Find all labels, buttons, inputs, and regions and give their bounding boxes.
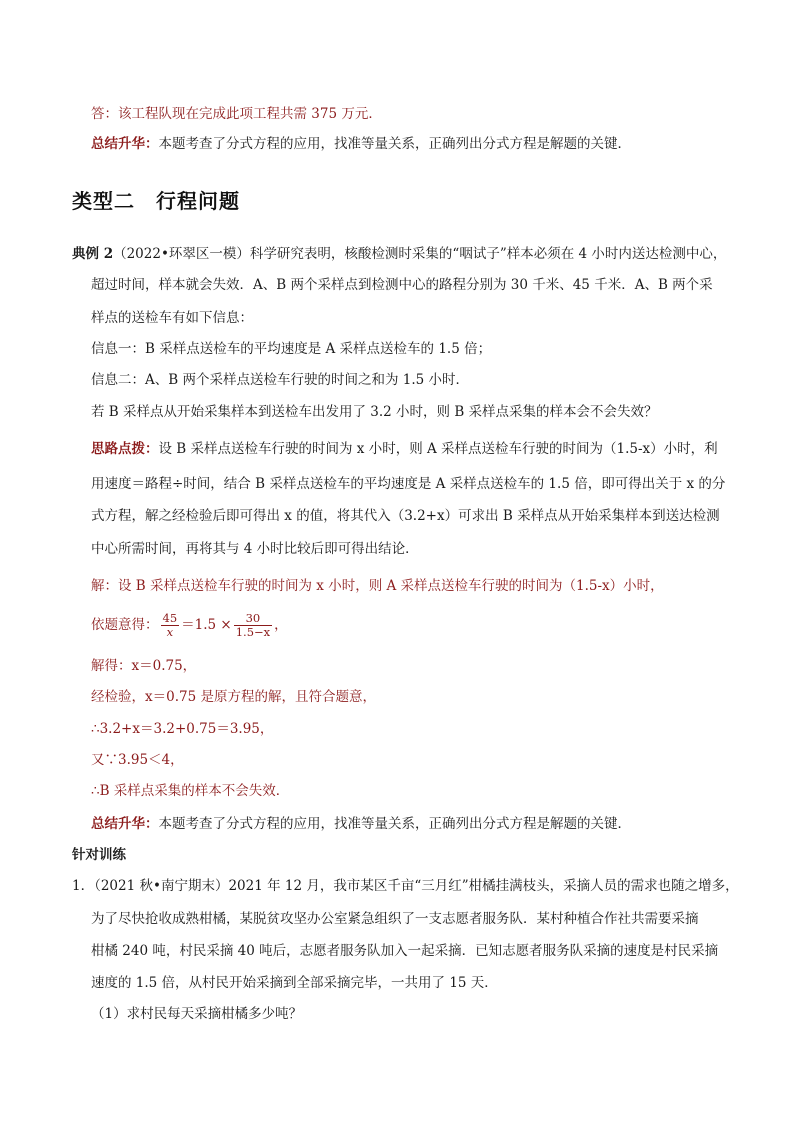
previous-summary bbox=[91, 135, 631, 153]
example-label: 典例 2 bbox=[72, 246, 114, 262]
practice-question-1: （1）求村民每天采摘柑橘多少吨？ bbox=[91, 1006, 303, 1022]
solution-line-4: 经检验，x＝0.75 是原方程的解，且符合题意， bbox=[91, 689, 376, 705]
practice-heading: 针对训练 bbox=[72, 847, 126, 863]
fraction-30-over-1-5-minus-x bbox=[234, 612, 272, 639]
practice-line-1: 1．（2021 秋•南宁期末）2021 年 12 月，我市某区千亩“三月红”柑橘挂满枝头，采摘人员的需求也随之增多， bbox=[72, 878, 739, 894]
hint-line-2: 用速度＝路程÷时间，结合 B 采样点送检车的平均速度是 A 采样点送检车的 1.5 倍，即可得出关于 x 的分 bbox=[91, 476, 726, 492]
practice-line-3: 柑橘 240 吨，村民采摘 40 吨后，志愿者服务队加入一起采摘．已知志愿者服务队采摘的速度是村民采摘 bbox=[91, 943, 719, 959]
hint-text-1: 设 B 采样点送检车行驶的时间为 x 小时，则 A 采样点送检车行驶的时间为（1.5-x）小时，利 bbox=[158, 441, 718, 457]
solution-line-5: ∴3.2+x＝3.2+0.75＝3.95， bbox=[91, 721, 274, 737]
example-line-4: 信息一：B 采样点送检车的平均速度是 A 采样点送检车的 1.5 倍； bbox=[91, 341, 492, 357]
practice-line-2: 为了尽快抢收成熟柑橘，某脱贫攻坚办公室紧急组织了一支志愿者服务队．某村种植合作社共需要采摘 bbox=[91, 911, 699, 927]
fraction-numerator: 30 bbox=[245, 610, 261, 625]
solution-line-6: 又∵3.95＜4， bbox=[91, 752, 184, 768]
hint-line-3: 式方程，解之经检验后即可得出 x 的值，将其代入（3.2+x）可求出 B 采样点从开始采集样本到送达检测 bbox=[91, 508, 720, 524]
summary-label: 总结升华： bbox=[91, 816, 159, 832]
hint-label: 思路点拨： bbox=[91, 441, 159, 457]
previous-answer: 答：该工程队现在完成此项工程共需 375 万元． bbox=[91, 106, 382, 122]
example-text-1: （2022•环翠区一模）科学研究表明，核酸检测时采集的“咽试子”样本必须在 4 小时内送达检测中心， bbox=[113, 246, 727, 262]
section-title: 类型二 行程问题 bbox=[72, 189, 240, 213]
solution-line-1: 解：设 B 采样点送检车行驶的时间为 x 小时，则 A 采样点送检车行驶的时间为（1.5-x）小时， bbox=[91, 578, 664, 594]
practice-line-4: 速度的 1.5 倍，从村民开始采摘到全部采摘完毕，一共用了 15 天． bbox=[91, 975, 498, 991]
fraction-numerator: 45 bbox=[162, 610, 178, 625]
fraction-denominator: x bbox=[166, 624, 174, 639]
equation-prefix: 依题意得： bbox=[91, 617, 159, 633]
fraction-denominator: 1.5−x bbox=[235, 624, 271, 639]
equation-middle: ＝1.5 × bbox=[181, 617, 232, 633]
hint-line-4: 中心所需时间，再将其与 4 小时比较后即可得出结论． bbox=[91, 541, 419, 557]
example-line-6: 若 B 采样点从开始采集样本到送检车出发用了 3.2 小时，则 B 采样点采集的样本会不会失效？ bbox=[91, 404, 658, 420]
summary-text: 本题考查了分式方程的应用，找准等量关系，正确列出分式方程是解题的关键． bbox=[158, 136, 631, 152]
summary-text: 本题考查了分式方程的应用，找准等量关系，正确列出分式方程是解题的关键． bbox=[158, 816, 631, 832]
solution-equation bbox=[91, 607, 288, 643]
example-line-2: 超过时间，样本就会失效．A、B 两个采样点到检测中心的路程分别为 30 千米、45 千米．A、B 两个采 bbox=[91, 277, 713, 293]
example-line-1 bbox=[72, 245, 726, 263]
hint-line-1 bbox=[91, 440, 718, 458]
summary-label: 总结升华： bbox=[91, 136, 159, 152]
summary-2 bbox=[91, 815, 631, 833]
solution-line-7: ∴B 采样点采集的样本不会失效． bbox=[91, 783, 290, 799]
example-line-5: 信息二：A、B 两个采样点送检车行驶的时间之和为 1.5 小时． bbox=[91, 372, 470, 388]
equation-suffix: ， bbox=[274, 617, 288, 633]
example-line-3: 样点的送检车有如下信息： bbox=[91, 310, 253, 326]
solution-line-3: 解得：x＝0.75， bbox=[91, 658, 197, 674]
fraction-45-over-x bbox=[161, 612, 180, 639]
